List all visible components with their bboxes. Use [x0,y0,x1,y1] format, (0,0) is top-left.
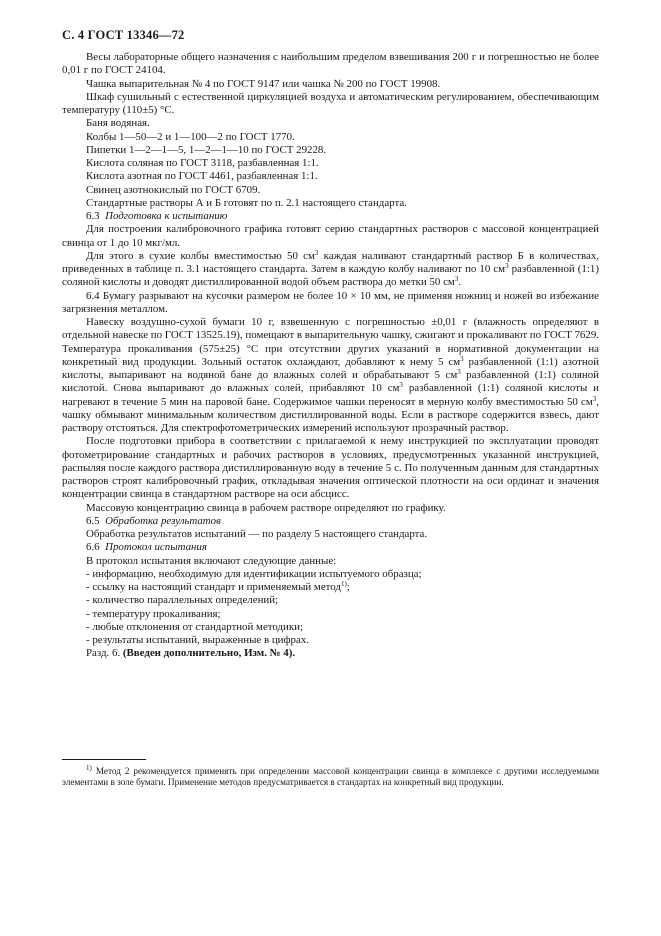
amendment-note: Разд. 6. (Введен дополнительно, Изм. № 4). [86,647,296,660]
paragraph: Массовую концентрацию свинца в рабочем растворе определяют по графику. [86,501,446,514]
section-number: 6.5 [86,514,100,527]
page-header: С. 4 ГОСТ 13346—72 [62,28,185,42]
paragraph: Стандартные растворы А и Б готовят по п. 2.1 настоящего стандарта. [86,196,407,209]
paragraph: Весы лабораторные общего назначения с наибольшим пределом взвешивания 200 г и погрешностью не более 0,01 г по ГОСТ 24104. [62,51,599,77]
footnote [62,766,599,788]
document-body [62,51,599,661]
paragraph: Навеску воздушно-сухой бумаги 10 г, взвешенную с погрешностью ±0,01 г (влажность определяют в отдельной навеске по ГОСТ 13525.19), помещают в выпарительную чашку, сжигают и прокаливают по ГОСТ 7629. Температура прокаливания (575±25) °С при отсутствии других указаний в нормативной документации на конкретный вид продукции. Зольный остаток охлаждают, добавляют к нему 5 $см^3$ разбавленной (1:1) азотной кислоты, выпаривают на водяной бане до влажных солей и обрабатывают 5 $см^3$ разбавленной (1:1) соляной кислотой. Снова выпаривают до влажных солей, прибавляют 10 $см^3$ разбавленной (1:1) соляной кислоты и нагревают в течение 5 мин на паровой бане. Содержимое чашки переносят в мерную колбу вместимостью 50 $см^3$, чашку обмывают минимальным количеством дистиллированной воды. Если в растворе содержится взвесь, дают раствору отстояться. Для спектрофотометрических измерений используют прозрачный раствор. [62,316,599,434]
paragraph: После подготовки прибора в соответствии с прилагаемой к нему инструкцией по эксплуатации проводят фотометрирование стандартных и рабочих растворов в условиях, предусмотренных указанной инструкцией, распыляя после каждого раствора дистиллированную воду в течение 5 с. По полученным данным для стандартных растворов строят калибровочный график, откладывая значения оптической плотности на оси ординат и значения концентрации свинца в стандартном растворе на оси абсцисс. [62,435,599,501]
list-item: - ссылку на настоящий стандарт и применяемый метод$^{1)}$; [86,580,350,593]
paragraph: Кислота соляная по ГОСТ 3118, разбавленная 1:1. [86,157,319,169]
list-item: - количество параллельных определений; [86,594,279,607]
list-item: - любые отклонения от стандартной методики; [86,620,304,633]
paragraph: Пипетки 1—2—1—5, 1—2—1—10 по ГОСТ 29228. [86,143,327,156]
footnote-text: Метод 2 рекомендуется применять при определении массовой концентрации свинца в комплексе с другими исследуемыми элементами в золе бумаги. Применение методов предусматривается в стандартах на конкретный вид продукции. [62,766,599,788]
section-heading-6-3 [62,210,599,223]
footnote-divider [62,759,146,760]
list-item: - температуру прокаливания; [86,607,221,620]
paragraph: Колбы 1—50—2 и 1—100—2 по ГОСТ 1770. [86,130,295,143]
page-content [62,28,599,661]
footnote-mark: 1) [86,764,92,772]
paragraph: Чашка выпарительная № 4 по ГОСТ 9147 или чашка № 200 по ГОСТ 19908. [86,77,441,90]
paragraph: Обработка результатов испытаний — по разделу 5 настоящего стандарта. [86,528,428,540]
section-number: 6.3 [86,210,100,222]
paragraph: Баня водяная. [86,117,150,130]
footnote-ref: 1) [340,580,347,588]
section-heading-6-5 [62,515,599,528]
section-title: Обработка результатов [105,514,221,527]
section-number: 6.6 [86,541,100,554]
section-heading-6-6 [62,541,599,554]
paragraph: Шкаф сушильный с естественной циркуляцией воздуха и автоматическим регулированием, обеспечивающим температуру (110±5) °С. [62,90,599,116]
paragraph: Свинец азотнокислый по ГОСТ 6709. [86,183,261,196]
paragraph: Для построения калибровочного графика готовят серию стандартных растворов с массовой концентрацией свинца от 1 до 10 мкг/мл. [62,223,599,249]
section-title: Подготовка к испытанию [105,210,228,222]
paragraph: Для этого в сухие колбы вместимостью 50 $см^3$ каждая наливают стандартный раствор Б в количествах, приведенных в таблице п. 3.1 настоящего стандарта. Затем в каждую колбу наливают по 10 $см^3$ разбавленной (1:1) соляной кислоты и доводят дистиллированной водой объем раствора до метки 50 $см^3$. [62,248,599,289]
list-item: - результаты испытаний, выраженные в цифрах. [86,634,310,646]
section-title: Протокол испытания [105,541,207,554]
paragraph: Кислота азотная по ГОСТ 4461, разбавленная 1:1. [86,170,318,183]
list-item: - информацию, необходимую для идентификации испытуемого образца; [86,567,422,580]
paragraph: В протокол испытания включают следующие данные: [86,554,337,567]
paragraph: 6.4 Бумагу разрывают на кусочки размером не более 10 × 10 мм, не применяя ножниц и ножей во избежание загрязнения металлом. [62,289,599,315]
